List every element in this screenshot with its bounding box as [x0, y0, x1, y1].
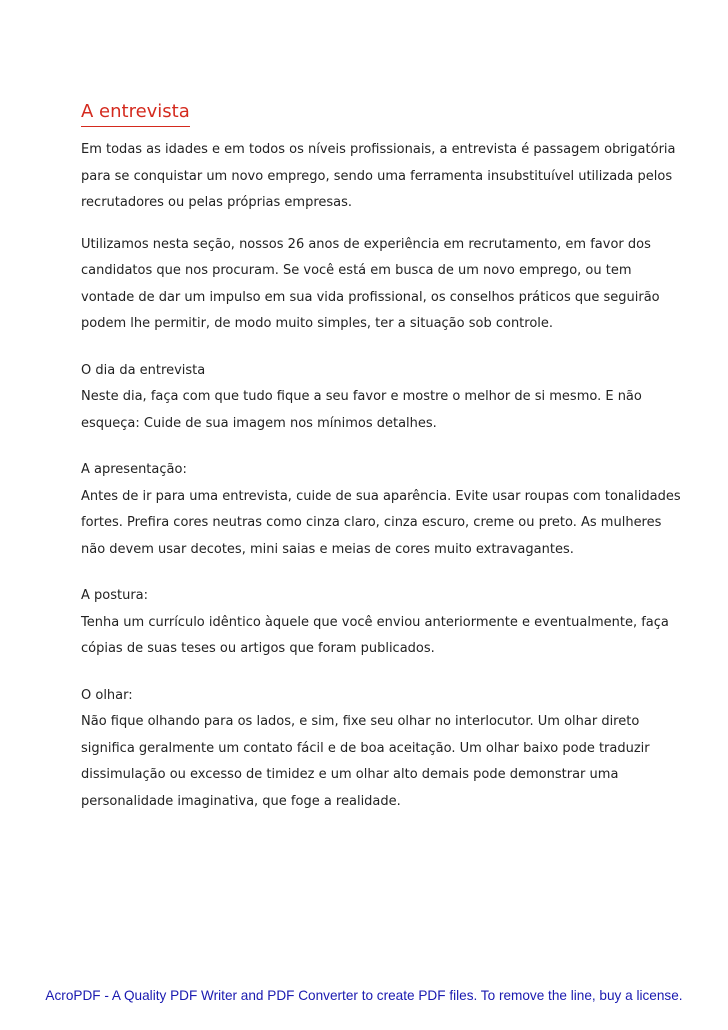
section-heading-apresentacao: A apresentação:	[81, 462, 187, 477]
spacer	[81, 563, 681, 583]
section-heading-dia-entrevista: O dia da entrevista	[81, 362, 206, 378]
spacer	[81, 217, 681, 232]
spacer	[81, 338, 681, 358]
section-text-olhar: Não fique olhando para os lados, e sim, fixe seu olhar no interlocutor. Um olhar direto significa geralmente um contato fácil e de boa aceitação. Um olhar baixo pode traduzir dissimulação ou excesso de timidez e um olhar alto demais pode demonstrar uma personalidade imaginativa, que foge a realidade.	[81, 714, 650, 809]
section-text-postura: Tenha um currículo idêntico àquele que você enviou anteriormente e eventualmente, faça cópias de suas teses ou artigos que foram publicados.	[81, 614, 669, 656]
section-heading-postura: A postura:	[81, 588, 149, 603]
intro-paragraph-1: Em todas as idades e em todos os níveis profissionais, a entrevista é passagem obrigatória para se conquistar um novo emprego, sendo uma ferramenta insubstituível utilizada pelos recrutadores ou pelas próprias empresas.	[81, 142, 676, 210]
section-text-apresentacao: Antes de ir para uma entrevista, cuide de sua aparência. Evite usar roupas com tonalidades fortes. Prefira cores neutras como cinza claro, cinza escuro, creme ou preto. As mulheres não devem usar decotes, mini saias e meias de cores muito extravagantes.	[81, 488, 681, 557]
spacer	[81, 663, 681, 683]
document-body	[81, 100, 681, 815]
intro-paragraph-2: Utilizamos nesta seção, nossos 26 anos de experiência em recrutamento, em favor dos candidatos que nos procuram. Se você está em busca de um novo emprego, ou tem vontade de dar um impulso em sua vida profissional, os conselhos práticos que seguirão podem lhe permitir, de modo muito simples, ter a situação sob controle.	[81, 236, 660, 331]
section-heading-olhar: O olhar:	[81, 687, 133, 703]
acropdf-watermark-line: AcroPDF - A Quality PDF Writer and PDF Converter to create PDF files. To remove the line, buy a license.	[45, 988, 683, 1003]
spacer	[81, 437, 681, 457]
document-title: A entrevista	[81, 100, 190, 127]
section-text-dia-entrevista: Neste dia, faça com que tudo fique a seu favor e mostre o melhor de si mesmo. E não esqueça: Cuide de sua imagem nos mínimos detalhes.	[81, 389, 642, 431]
